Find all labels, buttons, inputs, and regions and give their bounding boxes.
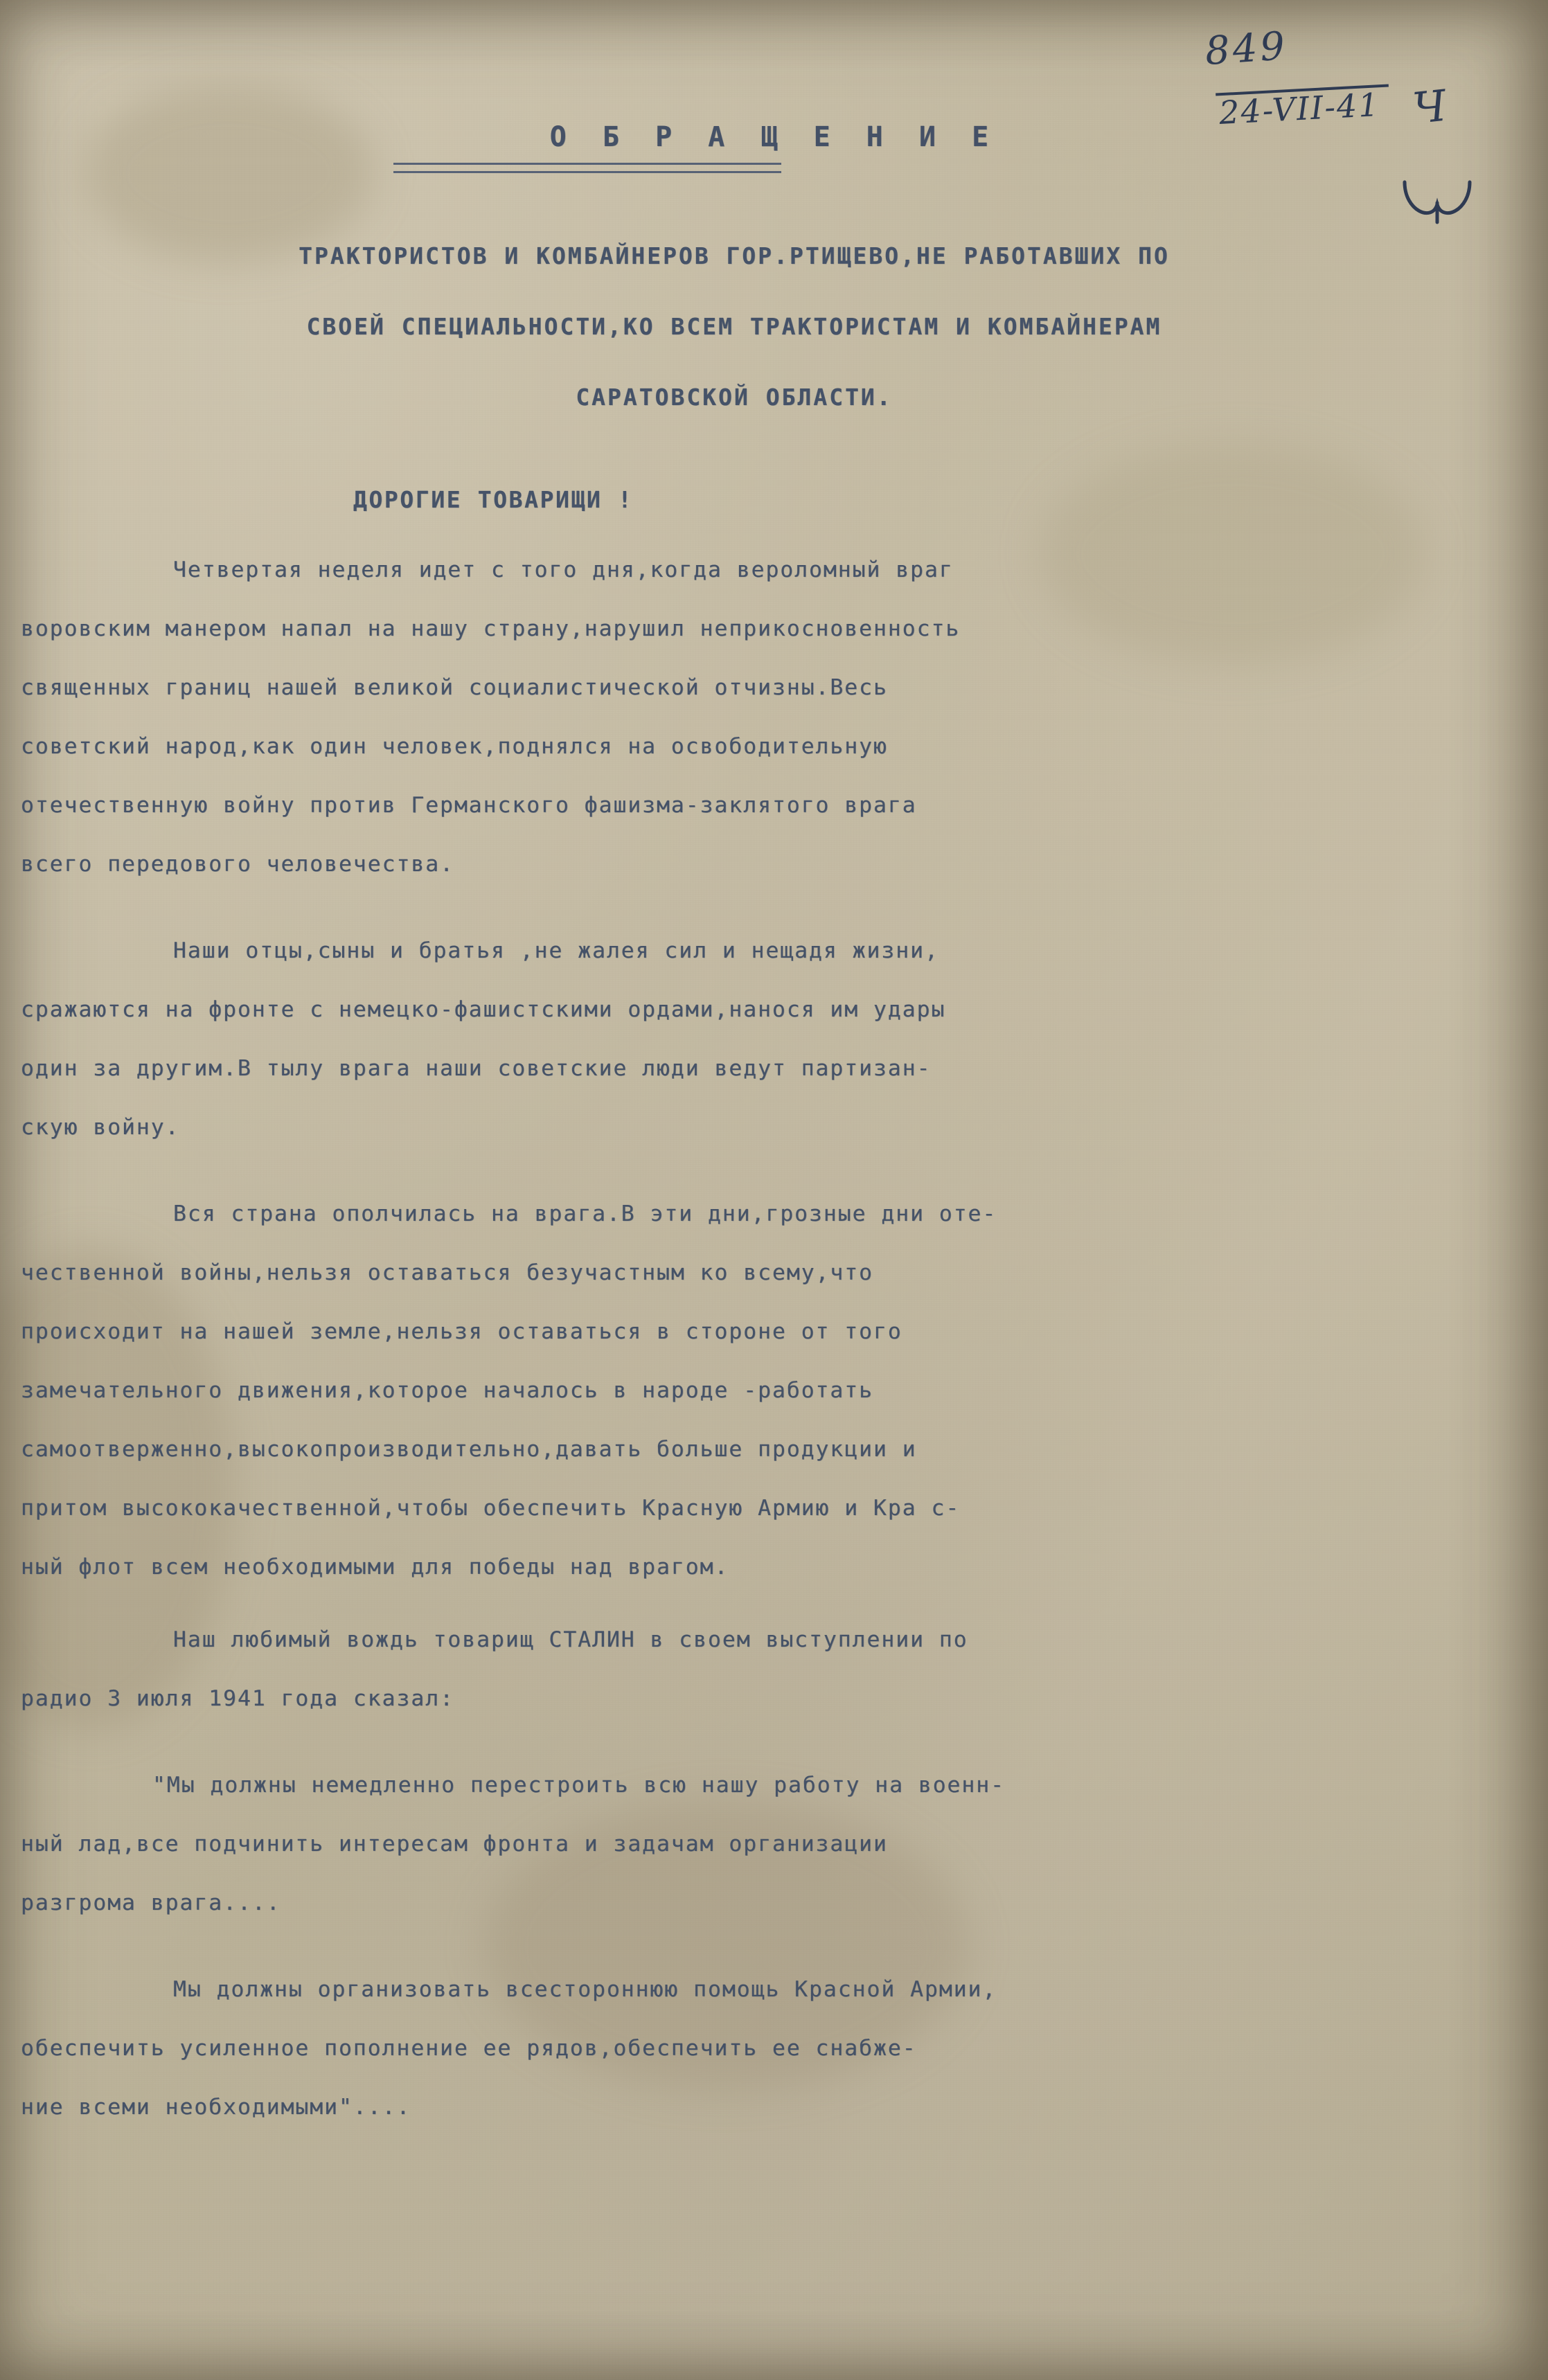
title-underline-rule [393,163,781,173]
body-line: Наши отцы,сыны и братья ,не жалея сил и нещадя жизни, [173,938,939,963]
archive-number-annotation: 849 [1203,23,1290,75]
body-line: разгрома врага.... [21,1890,281,1915]
body-line: Вся страна ополчилась на врага.В эти дни,грозные дни оте- [173,1201,997,1226]
body-line: притом высококачественной,чтобы обеспечить Красную Армию и Кра с- [21,1496,961,1521]
body-line: священных границ нашей великой социалистической отчизны.Весь [21,675,888,700]
heading-line-1: ТРАКТОРИСТОВ И КОМБАЙНЕРОВ ГОР.РТИЩЕВО,НЕ РАБОТАВШИХ ПО [299,242,1170,269]
heading-line-2: СВОЕЙ СПЕЦИАЛЬНОСТИ,КО ВСЕМ ТРАКТОРИСТАМ И КОМБАЙНЕРАМ [306,313,1162,340]
body-line: радио 3 июля 1941 года сказал: [21,1686,454,1711]
body-line: чественной войны,нельзя оставаться безучастным ко всему,что [21,1260,874,1285]
body-line: Четвертая неделя идет с того дня,когда вероломный враг [173,557,954,582]
body-line: "Мы должны немедленно перестроить всю нашу работу на военн- [152,1773,1006,1798]
body-line: один за другим.В тылу врага наши советские люди ведут партизан- [21,1056,932,1081]
body-line: самоотверженно,высокопроизводительно,давать больше продукции и [21,1437,917,1462]
salutation: ДОРОГИЕ ТОВАРИЩИ ! [353,486,634,513]
body-line: воровским манером напал на нашу страну,нарушил неприкосновенность [21,616,961,641]
body-line: отечественную войну против Германского фашизма-заклятого врага [21,793,917,818]
body-line: ный лад,все подчинить интересам фронта и задачам организации [21,1832,888,1856]
body-line: замечательного движения,которое началось в народе -работать [21,1378,874,1403]
body-line: всего передового человечества. [21,852,454,877]
body-line: скую войну. [21,1115,180,1140]
heading-line-3: САРАТОВСКОЙ ОБЛАСТИ. [576,384,893,411]
body-line: обеспечить усиленное пополнение ее рядов,обеспечить ее снабже- [21,2036,917,2061]
body-line: Мы должны организовать всестороннюю помощь Красной Армии, [173,1977,997,2002]
body-line: Наш любимый вождь товарищ СТАЛИН в своем выступлении по [173,1627,968,1652]
body-line: ный флот всем необходимыми для победы над врагом. [21,1555,729,1580]
page-title: О Б Р А Щ Е Н И Е [549,121,999,153]
handwritten-date-annotation: 24-VII-41 [1218,85,1381,132]
body-line: советский народ,как один человек,поднялся на освободительную [21,734,888,759]
body-line: ние всеми необходимыми".... [21,2095,411,2120]
body-line: происходит на нашей земле,нельзя оставаться в стороне от того [21,1319,902,1344]
handwritten-flourish-icon [1399,177,1475,225]
body-line: сражаются на фронте с немецко-фашистскими ордами,нанося им удары [21,997,946,1022]
paper-stain-1 [83,83,374,263]
handwritten-initial-annotation: Ч [1410,80,1449,134]
